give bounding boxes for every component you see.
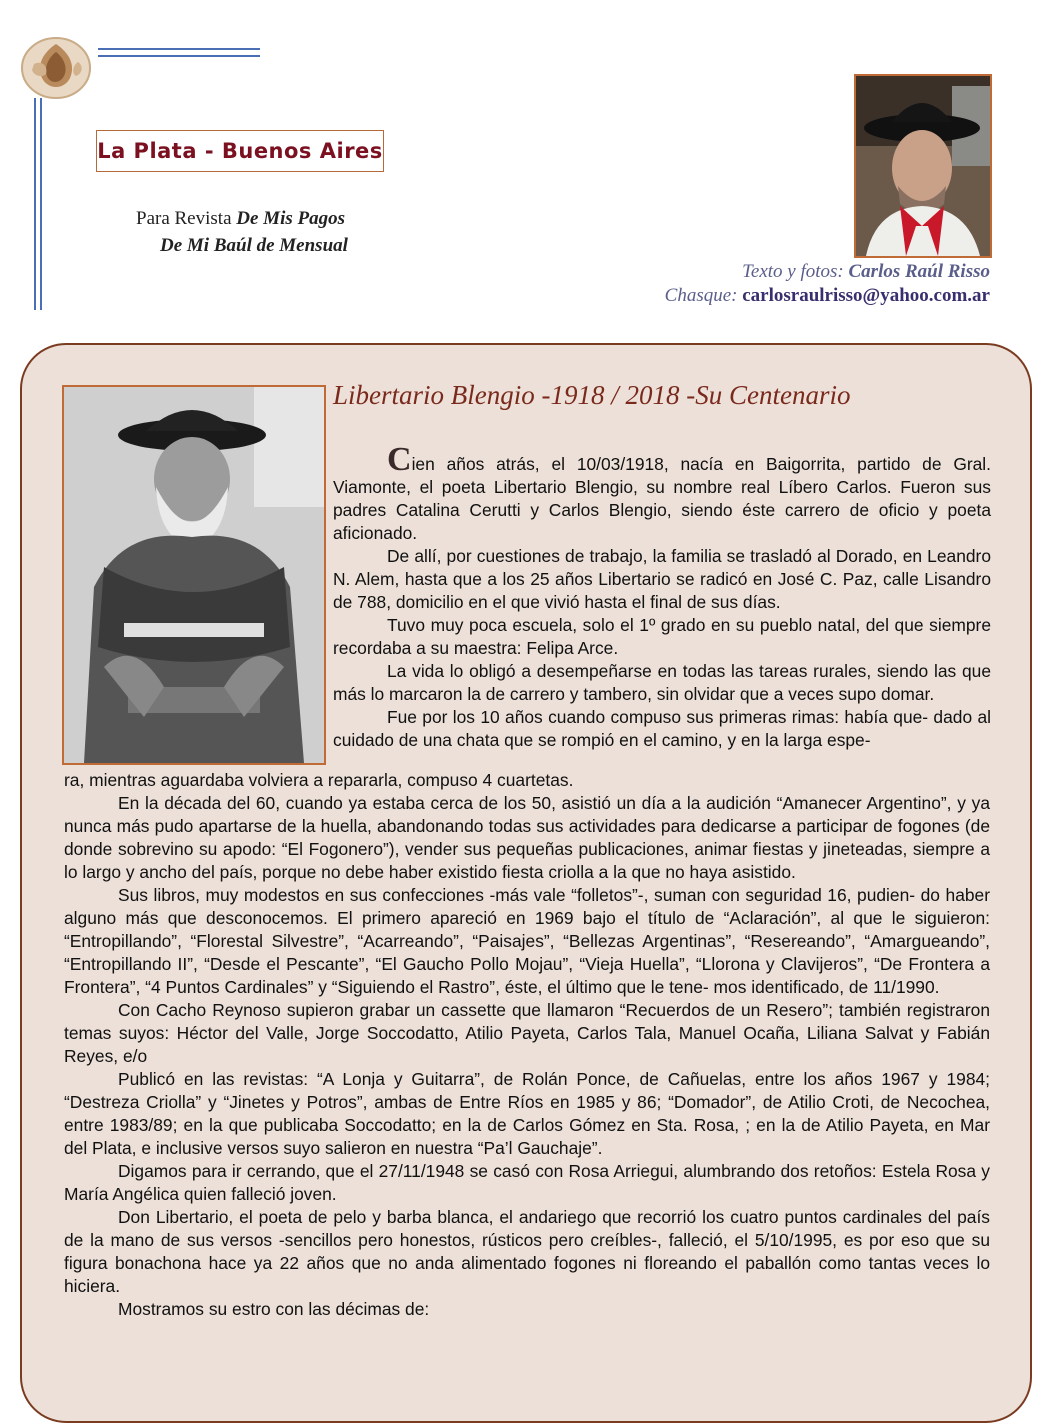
side-rule-left [34, 98, 36, 310]
credit-name: Carlos Raúl Risso [848, 261, 990, 282]
paragraph-5a: Fue por los 10 años cuando compuso sus primeras rimas: había que- dado al cuidado de una chata que se rompió en el camino, y en la larga espe- [333, 707, 991, 750]
subject-photo [62, 385, 326, 765]
author-photo [854, 74, 992, 258]
contact-email[interactable]: carlosraulrisso@yahoo.com.ar [742, 285, 990, 306]
header-rule-bottom [98, 55, 260, 57]
contact-label: Chasque: [664, 285, 738, 306]
paragraph-3: Tuvo muy poca escuela, solo el 1º grado en su pueblo natal, del que siempre recordaba a su maestra: Felipa Arce. [333, 615, 991, 658]
paragraph-10: Digamos para ir cerrando, que el 27/11/1948 se casó con Rosa Arriegui, alumbrando dos retoños: Estela Rosa y María Angélica quien falleció joven. [64, 1161, 990, 1204]
paragraph-8: Con Cacho Reynoso supieron grabar un cassette que llamaron “Recuerdos de un Resero”; también registraron temas suyos: Héctor del Valle, Jorge Soccodatto, Atilio Payeta, Carlos Tala, Manuel Ocaña, Liliana Salvat y Fabián Reyes, e/o [64, 1000, 990, 1066]
paragraph-7: Sus libros, muy modestos en sus confecciones -más vale “folletos”-, suman con seguridad 16, pudien- do haber alguno más que desconocemos. El primero apareció en 1969 bajo el título de “Aclaración”, al que le siguieron: “Entropillando”, “Florestal Silvestre”, “Acarreando”, “Paisajes”, “Bellezas Argentinas”, “Resereando”, “Amargueando”, “Entropillando II”, “Desde el Pescante”, “El Gaucho Pollo Mojau”, “Vieja Huella”, “Llorona y Clavijeros”, “De Frontera a Frontera”, “4 Puntos Cardinales” y “Siguiendo el Rastro”, éste, el último que le tene- mos identificado, de 11/1990. [64, 885, 990, 997]
revista-section: De Mi Baúl de Mensual [160, 235, 348, 256]
side-rule-right [40, 98, 42, 310]
seed-ornament-icon [18, 34, 94, 102]
revista-prefix: Para Revista [136, 208, 237, 229]
paragraph-5b: ra, mientras aguardaba volviera a repararla, compuso 4 cuartetas. [64, 770, 574, 790]
paragraph-1 [333, 441, 991, 545]
revista-name: De Mis Pagos [236, 208, 345, 229]
magazine-reference [136, 205, 436, 259]
paragraph-4: La vida lo obligó a desempeñarse en todas las tareas rurales, siendo las que más lo marcaron la de carrero y tambero, sin olvidar que a veces supo domar. [333, 661, 991, 704]
paragraph-6: En la década del 60, cuando ya estaba cerca de los 50, asistió un día a la audición “Amanecer Argentino”, y ya nunca más pudo apartarse de la huella, abandonando todas sus actividades para dedicarse a participar de fogones (de donde sobrevino su apodo: “El Fogonero”), vender sus pequeñas publicaciones, animar fiestas y jineteadas, siempre a lo largo y ancho del país, porque no debe haber existido fiesta criolla a la que no haya asistido. [64, 793, 990, 882]
paragraph-9: Publicó en las revistas: “A Lonja y Guitarra”, de Rolán Ponce, de Cañuelas, entre los años 1967 y 1984; “Destreza Criolla” y “Jinetes y Potros”, ambas de Entre Ríos en 1985 y 86; “Domador”, de Atilio Croti, de Necochea, entre 1983/89; en la que publicaba Soccodatto; en la de Carlos Gómez en Sta. Rosa, ; en la de Atilio Payeta, en Mar del Plata, e inclusive versos suyo salieron en nuestra “Pa’l Gauchaje”. [64, 1069, 990, 1158]
credit-label: Texto y fotos [742, 261, 838, 282]
drop-cap: C [387, 441, 412, 478]
location-label: La Plata - Buenos Aires [96, 130, 384, 172]
paragraph-1-text: ien años atrás, el 10/03/1918, nacía en Baigorrita, partido de Gral. Viamonte, el poeta Libertario Blengio, su nombre real Líbero Carlos. Fueron sus padres Catalina Cerutti y Carlos Blengio, siendo éste carrero de oficio y poeta aficionado. [333, 454, 991, 543]
article-title: Libertario Blengio -1918 / 2018 -Su Centenario [333, 380, 851, 410]
credits-block: Texto y fotos: Carlos Raúl Risso Chasque: carlosraulrisso@yahoo.com.ar [664, 261, 990, 306]
paragraph-12: Mostramos su estro con las décimas de: [118, 1299, 430, 1319]
header-rule-top [98, 48, 260, 50]
article-body-full [64, 769, 990, 1321]
article-body-column [333, 441, 991, 752]
paragraph-11: Don Libertario, el poeta de pelo y barba blanca, el andariego que recorrió los cuatro puntos cardinales del país de la mano de sus versos -sencillos pero honestos, rústicos pero creíbles-, falleció, el 5/10/1995, es por eso que su figura bonachona hace ya 22 años que no anda alimentado fogones ni floreando el paballón como tantas veces lo hiciera. [64, 1207, 990, 1296]
paragraph-2: De allí, por cuestiones de trabajo, la familia se trasladó al Dorado, en Leandro N. Alem, hasta que a los 25 años Libertario se radicó en José C. Paz, calle Lisandro de 788, domicilio en el que vivió hasta el final de sus días. [333, 546, 991, 612]
